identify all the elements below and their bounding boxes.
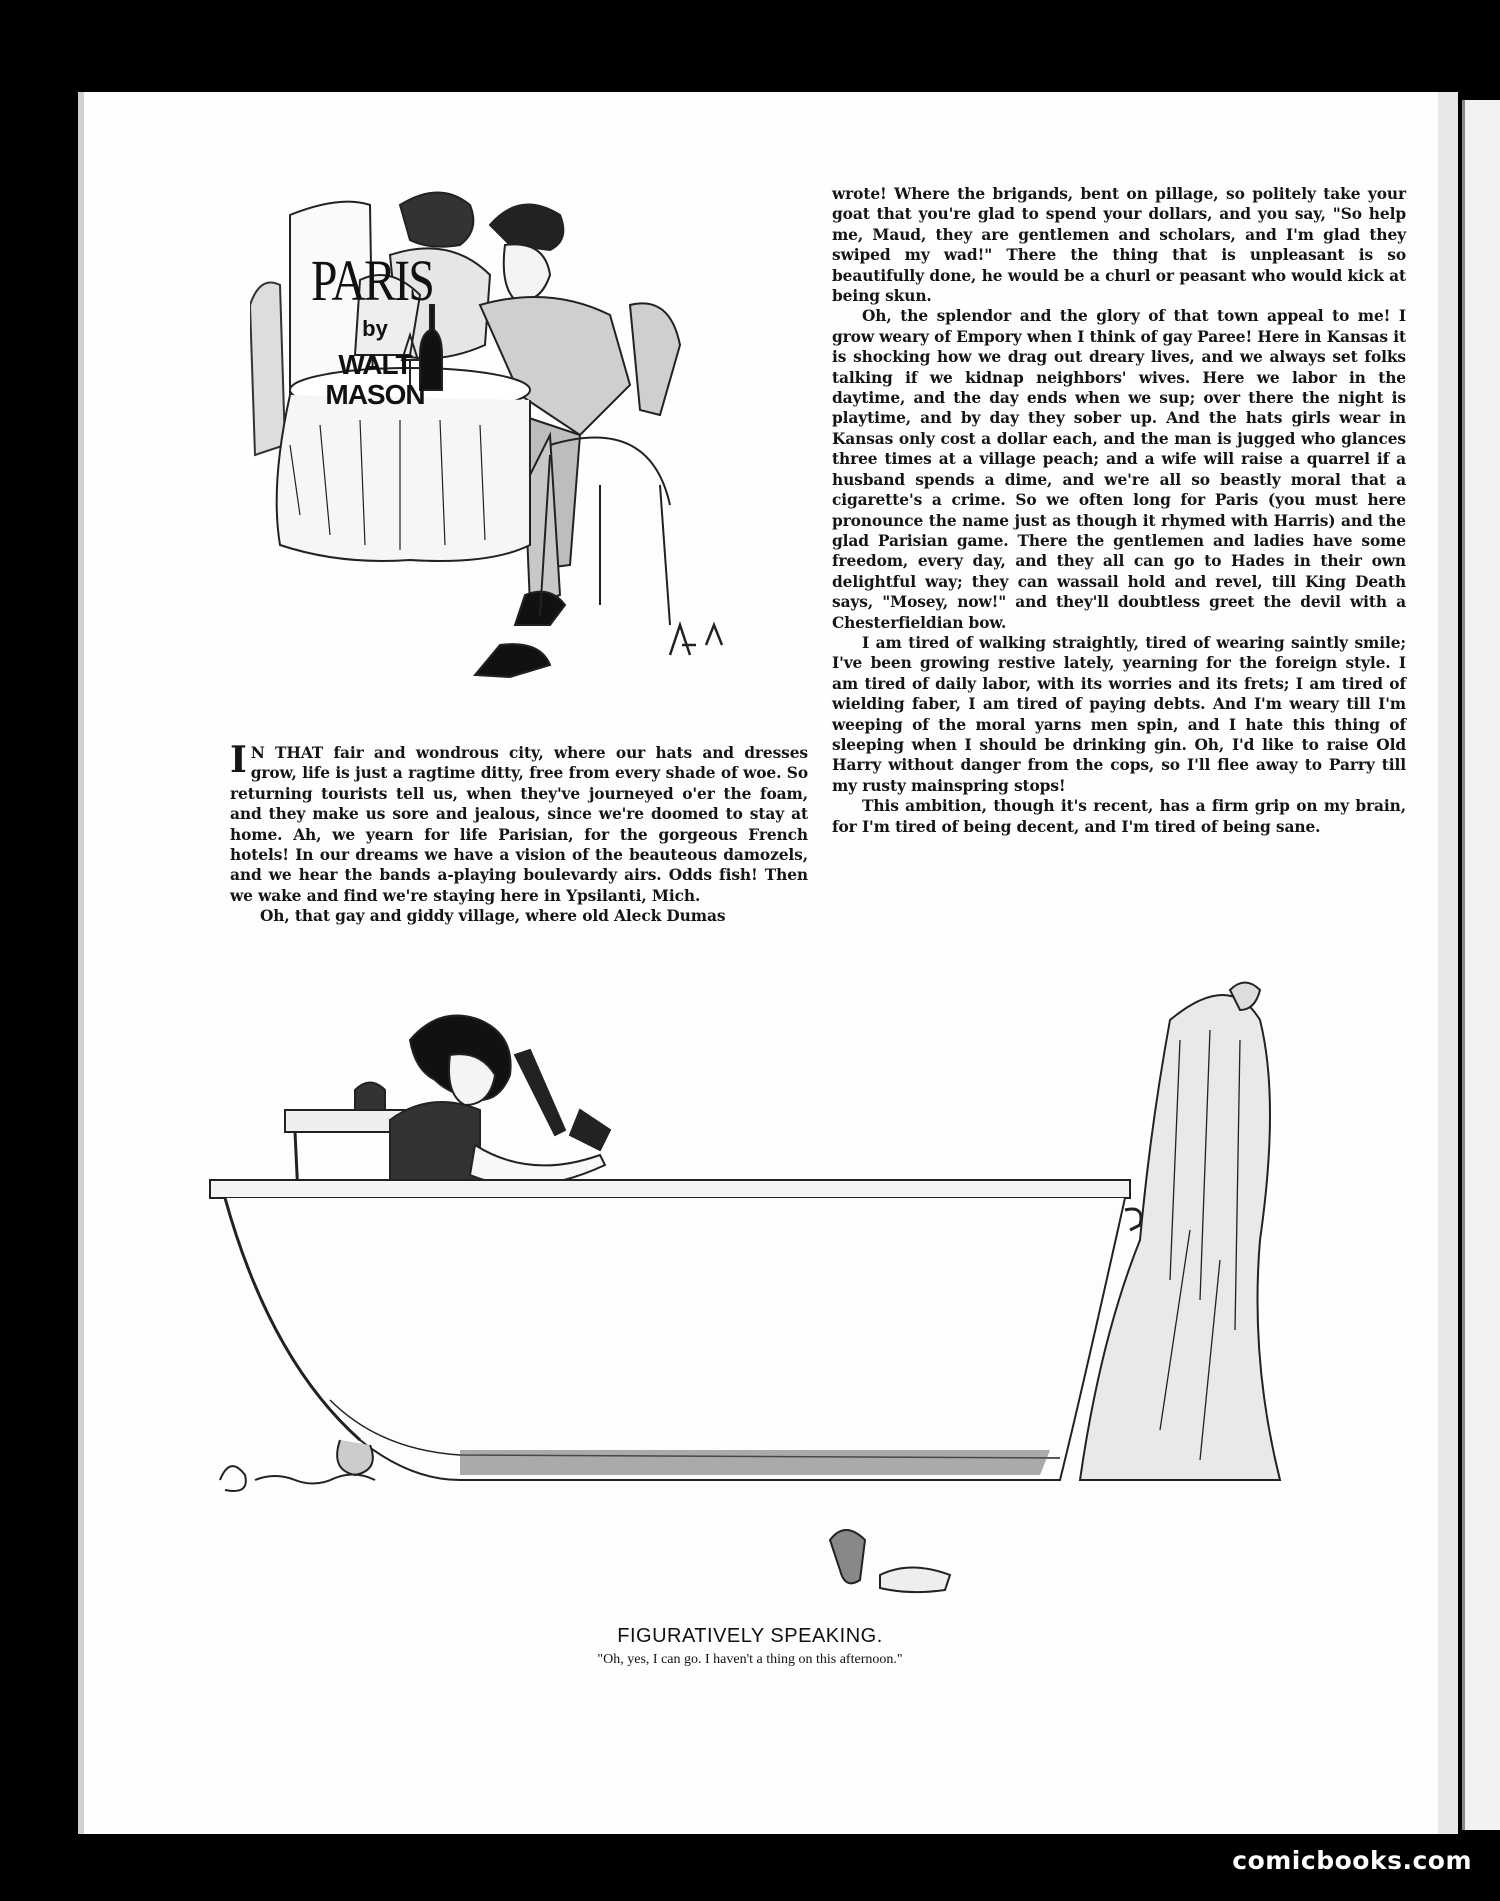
- article-paragraph: Oh, that gay and giddy village, where old Aleck Dumas: [260, 907, 726, 926]
- article-paragraph: wrote! Where the brigands, bent on pillage, so politely take your goat that you're glad to spend your dollars, and you say, "So help me, Maud, they are gentlemen and scholars, and I'm glad they swiped my wad!" There the thing that is unpleasant is so beautifully done, he would be a churl or peasant who would kick at being skun.: [832, 185, 1406, 306]
- bathtub-cartoon-illustration: [180, 980, 1400, 1620]
- page-edge: [1438, 92, 1458, 1834]
- article-column-right: [832, 184, 1406, 837]
- cartoon-title: FIGURATIVELY SPEAKING.: [617, 1625, 883, 1647]
- article-paragraph: This ambition, though it's recent, has a firm grip on my brain, for I'm tired of being decent, and I'm tired of being sane.: [832, 797, 1406, 836]
- adjacent-page-edge: [1462, 100, 1500, 1830]
- article-paragraph: I am tired of walking straightly, tired of wearing saintly smile; I've been growing restive lately, yearning for the foreign style. I am tired of daily labor, with its worries and its frets; I am tired of wielding faber, I am tired of paying debts. And I'm weary till I'm weeping of the moral yarns men spin, and I hate this thing of sleeping when I should be drinking gin. Oh, I'd like to raise Old Harry without danger from the cops, so I'll flee away to Parry till my rusty mainspring stops!: [832, 633, 1406, 795]
- article-paragraph: [230, 739, 808, 906]
- dropcap: I: [230, 739, 247, 781]
- paragraph-text: N THAT fair and wondrous city, where our hats and dresses grow, life is just a ragtime ditty, free from every shade of woe. So returning tourists tell us, when they've journeyed o'er the foam, and they make us sore and jealous, since we're doomed to stay at home. Ah, we yearn for life Parisian, for the gorgeous French hotels! In our dreams we have a vision of the beauteous damozels, and we hear the bands a-playing boulevardy airs. Odds fish! Then we wake and find we're staying here in Ypsilanti, Mich.: [230, 744, 808, 905]
- article-byline: by: [362, 316, 388, 341]
- article-column-left: [230, 739, 808, 927]
- article-title-block: [305, 250, 445, 430]
- adjacent-page-border: [1462, 100, 1465, 1830]
- cartoon-caption: "Oh, yes, I can go. I haven't a thing on this afternoon.": [597, 1652, 903, 1667]
- article-paragraph: Oh, the splendor and the glory of that town appeal to me! I grow weary of Empory when I think of gay Paree! Here in Kansas it is shocking how we drag out dreary lives, and we always set folks talking if we kidnap neighbors' wives. Here we labor in the daytime, and the day ends when we sup; over there the night is playtime, and by day they sober up. And the hats girls wear in Kansas only cost a dollar each, and the man is jugged who glances three times at a village peach; and a wife will raise a quarrel if a husband spends a dime, and we're all so beastly moral that a cigarette's a crime. So we often long for Paris (you must here pronounce the name just as though it rhymed with Harris) and the glad Parisian game. There the gentlemen and ladies have some freedom, every day, and they all can go to Hades in their own delightful way; they can wassail hold and revel, till King Death says, "Mosey, now!" and they'll doubtless greet the devil with a Chesterfieldian bow.: [832, 307, 1406, 632]
- article-author: WALT MASON: [325, 349, 425, 410]
- article-title: PARIS: [311, 248, 434, 313]
- page-gutter-shadow: [78, 92, 84, 1834]
- site-watermark: comicbooks.com: [1232, 1846, 1472, 1875]
